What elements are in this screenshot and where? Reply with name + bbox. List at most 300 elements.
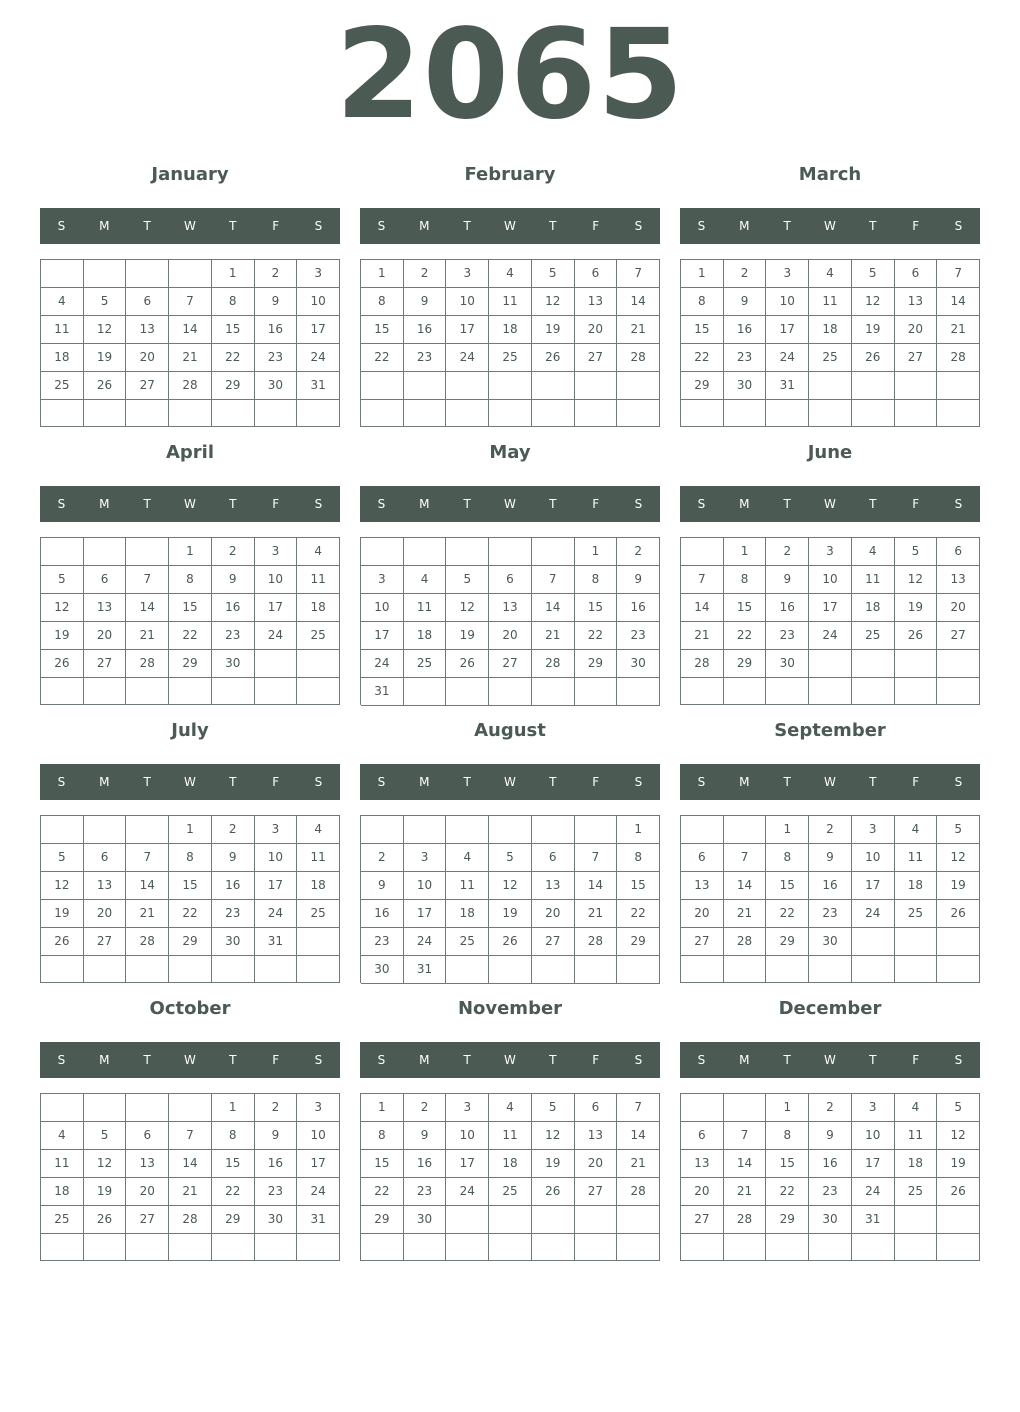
day-cell: 12 — [895, 566, 938, 594]
day-cell: 7 — [126, 566, 169, 594]
day-cell: 21 — [617, 1150, 660, 1178]
empty-day-cell — [126, 538, 169, 566]
day-cell: 14 — [724, 1150, 767, 1178]
day-cell: 4 — [297, 538, 340, 566]
day-cell: 22 — [212, 344, 255, 372]
empty-day-cell — [41, 678, 84, 705]
empty-day-cell — [212, 678, 255, 705]
weekday-label: W — [824, 775, 836, 789]
empty-day-cell — [724, 956, 767, 983]
day-cell: 14 — [169, 1150, 212, 1178]
day-cell: 1 — [766, 816, 809, 844]
day-cell: 1 — [766, 1094, 809, 1122]
day-cell: 16 — [809, 1150, 852, 1178]
empty-day-cell — [532, 538, 575, 566]
weekday-label: F — [592, 219, 600, 233]
empty-day-cell — [255, 650, 298, 678]
empty-day-cell — [489, 372, 532, 400]
day-cell: 29 — [724, 650, 767, 678]
day-cell: 31 — [297, 372, 340, 400]
weekday-label: S — [377, 219, 386, 233]
day-cell: 18 — [852, 594, 895, 622]
weekday-label: T — [229, 497, 237, 511]
day-cell: 10 — [446, 288, 489, 316]
day-cell: 9 — [404, 1122, 447, 1150]
day-cell: 25 — [489, 1178, 532, 1206]
empty-day-cell — [297, 928, 340, 956]
empty-day-cell — [169, 956, 212, 983]
day-cell: 30 — [724, 372, 767, 400]
empty-day-cell — [724, 816, 767, 844]
day-cell: 3 — [852, 816, 895, 844]
day-cell: 6 — [532, 844, 575, 872]
empty-day-cell — [297, 650, 340, 678]
weekday-label: T — [229, 775, 237, 789]
day-cell: 16 — [617, 594, 660, 622]
day-cell: 19 — [41, 622, 84, 650]
day-cell: 18 — [489, 1150, 532, 1178]
weekday-label: T — [783, 1053, 791, 1067]
empty-day-cell — [489, 1206, 532, 1234]
day-cell: 10 — [852, 844, 895, 872]
day-cell: 15 — [212, 1150, 255, 1178]
empty-day-cell — [766, 678, 809, 705]
day-cell: 15 — [169, 594, 212, 622]
month-name: August — [474, 720, 546, 741]
day-cell: 6 — [489, 566, 532, 594]
weekday-label: F — [592, 775, 600, 789]
day-cell: 20 — [937, 594, 980, 622]
day-cell: 27 — [575, 1178, 618, 1206]
day-cell: 26 — [532, 1178, 575, 1206]
weekday-label: M — [99, 497, 110, 511]
day-cell: 5 — [41, 844, 84, 872]
day-cell: 8 — [361, 288, 404, 316]
day-cell: 21 — [681, 622, 724, 650]
empty-day-cell — [84, 956, 127, 983]
day-cell: 29 — [361, 1206, 404, 1234]
day-cell: 28 — [532, 650, 575, 678]
empty-day-cell — [84, 538, 127, 566]
empty-day-cell — [41, 1094, 84, 1122]
day-cell: 24 — [297, 1178, 340, 1206]
day-cell: 28 — [681, 650, 724, 678]
weekday-header — [40, 1042, 340, 1078]
empty-day-cell — [895, 372, 938, 400]
day-cell: 4 — [404, 566, 447, 594]
day-cell: 2 — [724, 260, 767, 288]
day-cell: 5 — [852, 260, 895, 288]
day-cell: 28 — [575, 928, 618, 956]
day-cell: 10 — [361, 594, 404, 622]
day-cell: 11 — [41, 316, 84, 344]
day-cell: 30 — [809, 928, 852, 956]
day-cell: 13 — [937, 566, 980, 594]
day-cell: 13 — [532, 872, 575, 900]
day-cell: 30 — [617, 650, 660, 678]
day-cell: 1 — [169, 538, 212, 566]
weekday-header — [40, 764, 340, 800]
empty-day-cell — [255, 400, 298, 427]
day-cell: 15 — [169, 872, 212, 900]
weekday-header — [40, 208, 340, 244]
day-cell: 26 — [852, 344, 895, 372]
weekday-label: S — [57, 219, 66, 233]
empty-day-cell — [84, 1094, 127, 1122]
weekday-label: M — [739, 775, 750, 789]
weekday-label: T — [143, 775, 151, 789]
day-cell: 18 — [297, 594, 340, 622]
day-cell: 10 — [446, 1122, 489, 1150]
day-cell: 5 — [532, 260, 575, 288]
weekday-label: S — [57, 1053, 66, 1067]
day-cell: 6 — [575, 260, 618, 288]
weekday-label: S — [954, 219, 963, 233]
day-cell: 7 — [617, 1094, 660, 1122]
weekday-label: S — [954, 497, 963, 511]
day-cell: 21 — [169, 344, 212, 372]
day-cell: 13 — [126, 1150, 169, 1178]
empty-day-cell — [532, 372, 575, 400]
empty-day-cell — [724, 1234, 767, 1261]
empty-day-cell — [404, 538, 447, 566]
day-cell: 22 — [212, 1178, 255, 1206]
empty-day-cell — [84, 678, 127, 705]
day-cell: 7 — [532, 566, 575, 594]
empty-day-cell — [809, 372, 852, 400]
day-cell: 26 — [937, 1178, 980, 1206]
day-cell: 4 — [41, 1122, 84, 1150]
day-cell: 18 — [41, 344, 84, 372]
month-name: January — [151, 164, 229, 185]
day-cell: 11 — [809, 288, 852, 316]
day-cell: 13 — [895, 288, 938, 316]
day-cell: 3 — [297, 1094, 340, 1122]
weekday-label: M — [419, 219, 430, 233]
day-cell: 29 — [212, 372, 255, 400]
day-cell: 5 — [446, 566, 489, 594]
day-cell: 2 — [617, 538, 660, 566]
day-cell: 20 — [126, 1178, 169, 1206]
day-cell: 14 — [937, 288, 980, 316]
day-cell: 23 — [766, 622, 809, 650]
day-cell: 24 — [404, 928, 447, 956]
weekday-label: T — [463, 775, 471, 789]
weekday-label: T — [143, 219, 151, 233]
day-cell: 17 — [255, 872, 298, 900]
day-cell: 1 — [361, 260, 404, 288]
day-cell: 19 — [937, 1150, 980, 1178]
day-cell: 26 — [489, 928, 532, 956]
day-cell: 18 — [895, 1150, 938, 1178]
day-cell: 4 — [809, 260, 852, 288]
day-cell: 4 — [446, 844, 489, 872]
empty-day-cell — [126, 260, 169, 288]
day-cell: 11 — [489, 288, 532, 316]
empty-day-cell — [766, 1234, 809, 1261]
empty-day-cell — [937, 650, 980, 678]
day-cell: 19 — [532, 1150, 575, 1178]
day-cell: 7 — [937, 260, 980, 288]
day-cell: 10 — [404, 872, 447, 900]
month-name: May — [489, 442, 531, 463]
day-cell: 3 — [852, 1094, 895, 1122]
day-cell: 12 — [532, 288, 575, 316]
day-cell: 19 — [84, 344, 127, 372]
day-cell: 19 — [489, 900, 532, 928]
weekday-header — [360, 1042, 660, 1078]
empty-day-cell — [446, 400, 489, 428]
day-cell: 5 — [84, 288, 127, 316]
weekday-label: W — [184, 775, 196, 789]
empty-day-cell — [446, 816, 489, 844]
empty-day-cell — [724, 678, 767, 705]
day-cell: 3 — [255, 538, 298, 566]
weekday-label: S — [634, 497, 643, 511]
day-cell: 11 — [895, 1122, 938, 1150]
empty-day-cell — [255, 1234, 298, 1261]
day-cell: 17 — [446, 316, 489, 344]
empty-day-cell — [575, 400, 618, 428]
empty-day-cell — [489, 1234, 532, 1261]
day-cell: 5 — [489, 844, 532, 872]
day-cell: 5 — [895, 538, 938, 566]
day-cell: 4 — [489, 1094, 532, 1122]
empty-day-cell — [532, 678, 575, 706]
empty-day-cell — [681, 956, 724, 983]
empty-day-cell — [809, 1234, 852, 1261]
day-cell: 11 — [297, 566, 340, 594]
day-cell: 7 — [126, 844, 169, 872]
day-cell: 8 — [361, 1122, 404, 1150]
empty-day-cell — [297, 956, 340, 983]
day-cell: 10 — [766, 288, 809, 316]
weekday-label: T — [549, 497, 557, 511]
day-cell: 12 — [84, 1150, 127, 1178]
day-cell: 8 — [617, 844, 660, 872]
day-grid — [680, 259, 980, 427]
empty-day-cell — [126, 400, 169, 427]
day-cell: 20 — [84, 622, 127, 650]
day-cell: 23 — [212, 622, 255, 650]
day-cell: 6 — [681, 1122, 724, 1150]
empty-day-cell — [575, 816, 618, 844]
day-cell: 6 — [126, 1122, 169, 1150]
day-cell: 3 — [361, 566, 404, 594]
empty-day-cell — [169, 678, 212, 705]
day-cell: 22 — [681, 344, 724, 372]
day-cell: 17 — [255, 594, 298, 622]
day-cell: 31 — [766, 372, 809, 400]
day-cell: 30 — [255, 372, 298, 400]
day-cell: 16 — [212, 594, 255, 622]
empty-day-cell — [895, 400, 938, 427]
day-cell: 9 — [809, 1122, 852, 1150]
day-cell: 20 — [532, 900, 575, 928]
day-cell: 29 — [169, 928, 212, 956]
day-cell: 1 — [575, 538, 618, 566]
day-cell: 13 — [489, 594, 532, 622]
empty-day-cell — [724, 1094, 767, 1122]
day-cell: 3 — [255, 816, 298, 844]
empty-day-cell — [575, 372, 618, 400]
day-cell: 3 — [766, 260, 809, 288]
day-cell: 20 — [126, 344, 169, 372]
weekday-label: F — [912, 219, 920, 233]
day-cell: 30 — [212, 928, 255, 956]
day-cell: 10 — [809, 566, 852, 594]
weekday-label: W — [184, 219, 196, 233]
empty-day-cell — [852, 650, 895, 678]
weekday-label: T — [549, 1053, 557, 1067]
month-name: November — [457, 998, 563, 1019]
day-cell: 3 — [446, 260, 489, 288]
day-cell: 27 — [84, 928, 127, 956]
day-grid — [680, 1093, 980, 1261]
day-cell: 29 — [766, 1206, 809, 1234]
weekday-label: W — [824, 1053, 836, 1067]
day-cell: 1 — [681, 260, 724, 288]
empty-day-cell — [84, 400, 127, 427]
day-cell: 15 — [617, 872, 660, 900]
empty-day-cell — [809, 956, 852, 983]
day-cell: 21 — [937, 316, 980, 344]
day-cell: 16 — [212, 872, 255, 900]
day-cell: 19 — [852, 316, 895, 344]
empty-day-cell — [361, 538, 404, 566]
empty-day-cell — [852, 1234, 895, 1261]
day-cell: 9 — [404, 288, 447, 316]
day-cell: 24 — [446, 1178, 489, 1206]
day-cell: 26 — [41, 928, 84, 956]
day-cell: 9 — [212, 844, 255, 872]
day-cell: 18 — [297, 872, 340, 900]
empty-day-cell — [617, 956, 660, 984]
day-cell: 23 — [404, 1178, 447, 1206]
day-cell: 28 — [617, 344, 660, 372]
day-cell: 16 — [766, 594, 809, 622]
empty-day-cell — [937, 928, 980, 956]
day-cell: 3 — [446, 1094, 489, 1122]
day-cell: 1 — [724, 538, 767, 566]
day-cell: 12 — [84, 316, 127, 344]
weekday-label: S — [697, 497, 706, 511]
day-cell: 20 — [681, 1178, 724, 1206]
day-cell: 6 — [84, 566, 127, 594]
day-cell: 21 — [126, 622, 169, 650]
empty-day-cell — [937, 400, 980, 427]
month-name: April — [165, 442, 215, 463]
empty-day-cell — [404, 372, 447, 400]
empty-day-cell — [809, 400, 852, 427]
day-cell: 14 — [617, 1122, 660, 1150]
day-cell: 24 — [255, 622, 298, 650]
weekday-label: S — [57, 775, 66, 789]
day-cell: 26 — [532, 344, 575, 372]
day-cell: 17 — [766, 316, 809, 344]
day-cell: 22 — [617, 900, 660, 928]
weekday-label: W — [824, 219, 836, 233]
day-cell: 29 — [766, 928, 809, 956]
weekday-label: W — [184, 497, 196, 511]
day-cell: 26 — [84, 1206, 127, 1234]
empty-day-cell — [532, 956, 575, 984]
day-cell: 2 — [766, 538, 809, 566]
day-cell: 25 — [809, 344, 852, 372]
weekday-label: S — [314, 497, 323, 511]
weekday-label: F — [912, 775, 920, 789]
day-cell: 16 — [809, 872, 852, 900]
weekday-label: S — [314, 219, 323, 233]
empty-day-cell — [532, 1234, 575, 1261]
day-cell: 24 — [852, 1178, 895, 1206]
weekday-label: T — [463, 1053, 471, 1067]
empty-day-cell — [41, 1234, 84, 1261]
day-cell: 23 — [361, 928, 404, 956]
weekday-label: M — [419, 1053, 430, 1067]
empty-day-cell — [41, 400, 84, 427]
day-cell: 30 — [766, 650, 809, 678]
empty-day-cell — [766, 956, 809, 983]
day-cell: 18 — [41, 1178, 84, 1206]
day-grid — [40, 537, 340, 705]
day-cell: 19 — [895, 594, 938, 622]
empty-day-cell — [852, 372, 895, 400]
day-cell: 9 — [255, 1122, 298, 1150]
weekday-label: S — [634, 219, 643, 233]
day-cell: 20 — [575, 316, 618, 344]
day-cell: 28 — [617, 1178, 660, 1206]
day-cell: 6 — [681, 844, 724, 872]
weekday-header — [360, 208, 660, 244]
empty-day-cell — [937, 372, 980, 400]
day-cell: 19 — [937, 872, 980, 900]
day-cell: 9 — [809, 844, 852, 872]
empty-day-cell — [532, 400, 575, 428]
day-cell: 30 — [404, 1206, 447, 1234]
empty-day-cell — [809, 650, 852, 678]
day-cell: 12 — [41, 594, 84, 622]
empty-day-cell — [852, 956, 895, 983]
month-name: September — [774, 720, 886, 741]
empty-day-cell — [937, 678, 980, 705]
day-cell: 24 — [852, 900, 895, 928]
day-cell: 24 — [297, 344, 340, 372]
empty-day-cell — [766, 400, 809, 427]
empty-day-cell — [212, 956, 255, 983]
day-cell: 13 — [681, 872, 724, 900]
empty-day-cell — [617, 678, 660, 706]
empty-day-cell — [937, 956, 980, 983]
day-cell: 26 — [41, 650, 84, 678]
empty-day-cell — [852, 928, 895, 956]
weekday-header — [680, 208, 980, 244]
day-cell: 15 — [212, 316, 255, 344]
day-grid — [680, 537, 980, 705]
day-grid — [360, 259, 660, 427]
empty-day-cell — [212, 400, 255, 427]
day-cell: 28 — [126, 928, 169, 956]
day-cell: 24 — [361, 650, 404, 678]
weekday-label: T — [783, 775, 791, 789]
day-cell: 27 — [681, 1206, 724, 1234]
day-cell: 14 — [724, 872, 767, 900]
day-cell: 16 — [255, 316, 298, 344]
empty-day-cell — [446, 956, 489, 984]
day-cell: 13 — [84, 594, 127, 622]
day-cell: 11 — [895, 844, 938, 872]
day-grid — [40, 259, 340, 427]
